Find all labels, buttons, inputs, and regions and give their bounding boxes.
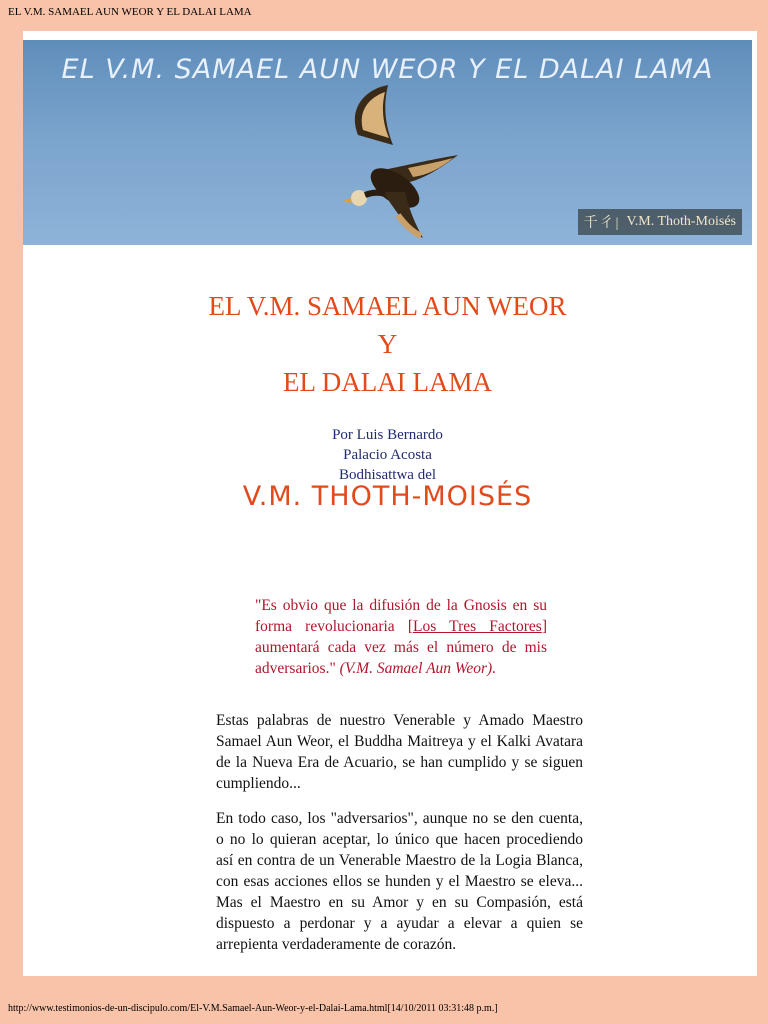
author-signature: V.M. THOTH-MOISÉS xyxy=(242,481,533,512)
title-line-3: EL DALAI LAMA xyxy=(283,367,492,397)
banner-title: EL V.M. SAMAEL AUN WEOR Y EL DALAI LAMA xyxy=(61,54,714,85)
page-content xyxy=(23,31,757,976)
page-title xyxy=(23,287,752,401)
quote-citation: (V.M. Samael Aun Weor). xyxy=(339,660,497,677)
quote-text-2: ] aumentará cada vez más el número de mis adversarios." xyxy=(255,618,547,677)
banner-badge xyxy=(578,209,742,235)
print-header: EL V.M. SAMAEL AUN WEOR Y EL DALAI LAMA xyxy=(8,6,252,18)
quote-text-1: "Es obvio que la difusión de la Gnosis en su forma revolucionaria [ xyxy=(255,597,547,635)
los-tres-factores-link[interactable]: Los Tres Factores xyxy=(413,618,542,635)
badge-label: V.M. Thoth-Moisés xyxy=(626,214,736,229)
byline-line-1: Por Luis Bernardo xyxy=(332,427,443,443)
banner-image xyxy=(23,40,752,245)
glyph-icon: 千彳| xyxy=(583,216,621,231)
paragraph-2: En todo caso, los "adversarios", aunque no se den cuenta, o no lo quieran aceptar, lo único que hacen procediendo así en contra de un Venerable Maestro de la Logia Blanca, con esas acciones ellos se hunden y el Maestro se eleva... Mas el Maestro en su Amor y en su Compasión, está dispuesto a perdonar y a ayudar a elevar a quien se arrepienta verdaderamente de corazón. xyxy=(216,810,583,953)
byline xyxy=(23,425,752,485)
title-line-1: EL V.M. SAMAEL AUN WEOR xyxy=(208,291,567,321)
byline-line-3: Bodhisattwa del xyxy=(338,467,437,483)
eagle-image xyxy=(313,80,473,240)
title-line-2: Y xyxy=(377,329,398,359)
paragraph-1: Estas palabras de nuestro Venerable y Amado Maestro Samael Aun Weor, el Buddha Maitreya y el Kalki Avatara de la Nueva Era de Acuario, se han cumplido y se siguen cumpliendo... xyxy=(216,712,583,792)
byline-line-2: Palacio Acosta xyxy=(343,447,432,463)
print-footer: http://www.testimonios-de-un-discipulo.com/El-V.M.Samael-Aun-Weor-y-el-Dalai-Lama.html[14/10/2011 03:31:48 p.m.] xyxy=(8,1003,498,1014)
quote-block xyxy=(255,595,547,679)
